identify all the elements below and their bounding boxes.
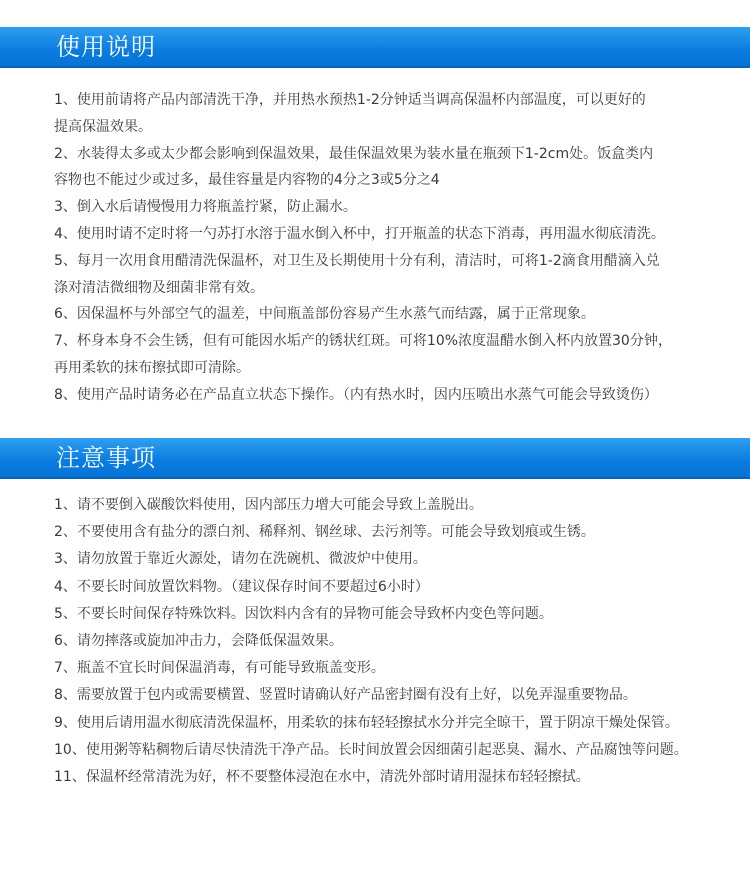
list-item: 4、不要长时间放置饮料物。（建议保存时间不要超过6小时） [54, 578, 429, 595]
list-item: 11、保温杯经常清洗为好，杯不要整体浸泡在水中，清洗外部时请用湿抹布轻轻擦拭。 [54, 769, 590, 786]
list-item: 1、请不要倒入碳酸饮料使用，因内部压力增大可能会导致上盖脱出。 [54, 497, 483, 513]
list-item: 5、每月一次用食用醋清洗保温杯，对卫生及长期使用十分有利，清洁时，可将1-2滴食用醋滴入兑 涤对清洁微细物及细菌非常有效。 [54, 252, 660, 296]
list-item: 8、需要放置于包内或需要横置、竖置时请确认好产品密封圈有没有上好，以免弄湿重要物品。 [54, 687, 637, 704]
list-item: 3、请勿放置于靠近火源处，请勿在洗碗机、微波炉中使用。 [54, 551, 427, 568]
list-item: 5、不要长时间保存特殊饮料。因饮料内含有的异物可能会导致杯内变色等问题。 [54, 605, 553, 622]
usage-section-header [0, 27, 750, 68]
usage-instructions-list [54, 87, 714, 409]
usage-section-title: 使用说明 [56, 33, 156, 61]
list-item: 6、请勿摔落或旋加冲击力，会降低保温效果。 [54, 633, 343, 650]
list-item: 9、使用后请用温水彻底清洗保温杯，用柔软的抹布轻轻擦拭水分并完全晾干，置于阴凉干燥处保管。 [54, 714, 679, 731]
list-item: 8、使用产品时请务必在产品直立状态下操作。（内有热水时，因内压喷出水蒸气可能会导致烫伤） [54, 386, 658, 403]
list-item: 7、瓶盖不宜长时间保温消毒，有可能导致瓶盖变形。 [54, 660, 385, 677]
notice-list [54, 492, 744, 791]
list-item: 4、使用时请不定时将一勺苏打水溶于温水倒入杯中，打开瓶盖的状态下消毒，再用温水彻底清洗。 [54, 225, 665, 242]
notice-section-title: 注意事项 [56, 444, 156, 472]
list-item: 3、倒入水后请慢慢用力将瓶盖拧紧，防止漏水。 [54, 199, 357, 216]
list-item: 2、水装得太多或太少都会影响到保温效果，最佳保温效果为装水量在瓶颈下1-2cm处。饭盒类内 容物也不能过少或过多，最佳容量是内容物的4分之3或5分之4 [54, 145, 654, 189]
list-item: 2、不要使用含有盐分的漂白剂、稀释剂、钢丝球、去污剂等。可能会导致划痕或生锈。 [54, 524, 595, 541]
list-item: 10、使用粥等粘稠物后请尽快清洗干净产品。长时间放置会因细菌引起恶臭、漏水、产品腐蚀等问题。 [54, 741, 688, 758]
list-item: 7、杯身本身不会生锈，但有可能因水垢产的锈状红斑。可将10%浓度温醋水倒入杯内放置30分钟， 再用柔软的抹布擦拭即可清除。 [54, 333, 672, 376]
list-item: 6、因保温杯与外部空气的温差，中间瓶盖部份容易产生水蒸气而结露，属于正常现象。 [54, 306, 595, 323]
notice-section-header [0, 438, 750, 479]
list-item: 1、使用前请将产品内部清洗干净，并用热水预热1-2分钟适当调高保温杯内部温度，可以更好的 提高保温效果。 [54, 92, 646, 135]
